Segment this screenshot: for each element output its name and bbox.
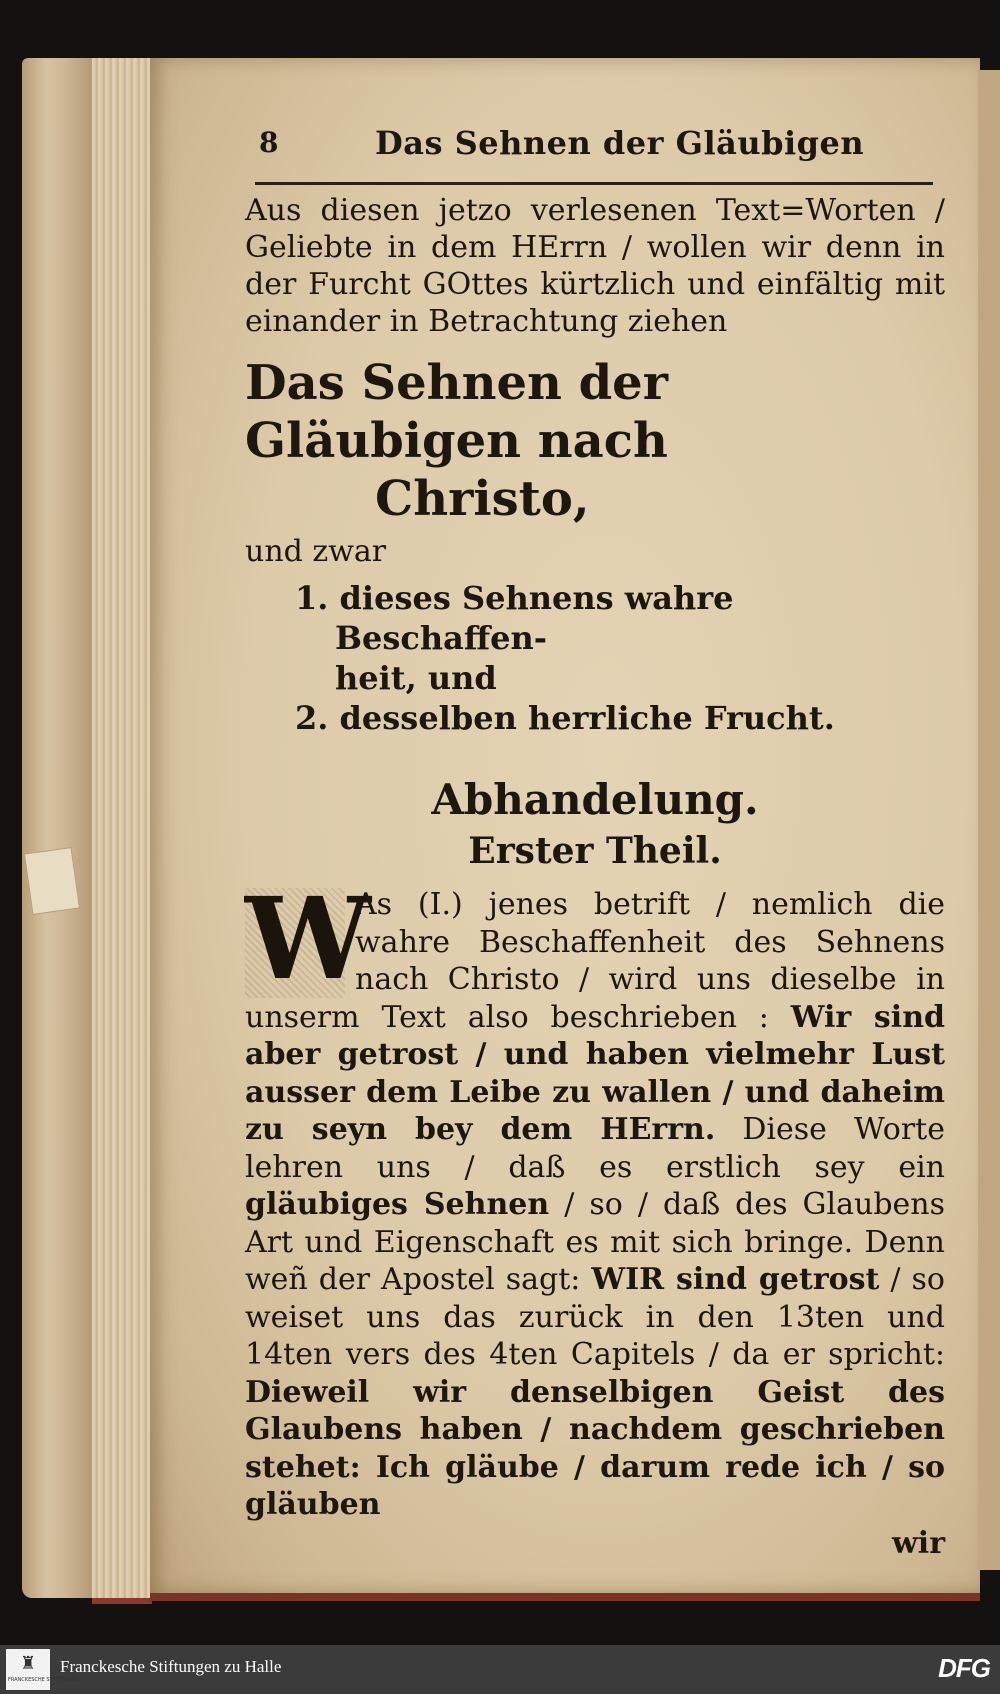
body-bold-2: gläubiges Sehnen bbox=[245, 1187, 550, 1222]
list-text-cont: heit, und bbox=[335, 659, 497, 697]
dfg-logo[interactable]: DFG bbox=[938, 1653, 990, 1683]
page-content bbox=[245, 118, 945, 1564]
body-text-2: Diese Worte lehren uns / daß es erstlich sey ein bbox=[245, 1112, 945, 1185]
body-text-1: As (I.) jenes betrift / nemlich die wahre Beschaffenheit des Sehnens nach Christo / wird uns dieselbe in unserm Text also beschrieben : bbox=[245, 887, 945, 1035]
list-text: desselben herrliche Frucht. bbox=[339, 699, 835, 737]
list-text: dieses Sehnens wahre Beschaffen- bbox=[335, 579, 734, 657]
intro-paragraph: Aus diesen jetzo verlesenen Text=Worten / Geliebte in dem HErrn / wollen wir denn in der Furcht GOttes kürtzlich und einfältig mit einander in Betrachtung ziehen bbox=[245, 193, 945, 339]
catchword: wir bbox=[891, 1525, 945, 1561]
page-stack-edge bbox=[92, 58, 152, 1604]
main-title-line-2: Christo, bbox=[375, 471, 590, 527]
institution-name[interactable]: Franckesche Stiftungen zu Halle bbox=[60, 1657, 282, 1676]
list-number: 2. bbox=[295, 699, 329, 737]
viewer-footer bbox=[0, 1645, 1000, 1694]
body-bold-4: Dieweil wir denselbigen Geist des Glaubens haben / nachdem geschrieben stehet: Ich gläube / darum rede ich / so gläuben bbox=[245, 1374, 945, 1522]
facing-page-edge bbox=[978, 70, 1000, 1570]
logo-text: FRANCKESCHE STIFTUNGEN bbox=[8, 1677, 79, 1683]
list-item bbox=[295, 698, 945, 738]
drop-cap: W bbox=[245, 874, 371, 1005]
division-list bbox=[245, 578, 945, 738]
paper-tab bbox=[24, 847, 80, 915]
body-bold-3: WIR sind getrost bbox=[591, 1262, 880, 1297]
logo-icon: ♜ bbox=[20, 1653, 37, 1674]
header-rule bbox=[255, 182, 933, 185]
list-item-continuation bbox=[245, 658, 945, 698]
body-text-3: / so / daß des Glaubens Art und Eigenschaft es mit sich bringe. Denn weñ der Apostel sagt: bbox=[245, 1187, 945, 1297]
list-item bbox=[295, 578, 945, 658]
body-text-4: / so weiset uns das zurück in den 13ten und 14ten vers des 4ten Capitels / da er spricht: bbox=[245, 1262, 945, 1372]
part-title: Erster Theil. bbox=[468, 830, 722, 872]
body-bold-1: Wir sind aber getrost / und haben vielmehr Lust ausser dem Leibe zu wallen / und daheim zu seyn bey dem HErrn. bbox=[245, 999, 945, 1147]
page-header bbox=[245, 118, 945, 170]
list-number: 1. bbox=[295, 579, 329, 617]
and-line: und zwar bbox=[245, 534, 387, 569]
main-title-line-1: Das Sehnen der Gläubigen nach bbox=[245, 355, 668, 469]
body-paragraph bbox=[245, 874, 945, 1524]
running-head: Das Sehnen der Gläubigen bbox=[375, 124, 865, 162]
book-spine-edge bbox=[22, 58, 102, 1598]
section-title: Abhandelung. bbox=[431, 775, 759, 824]
institution-logo[interactable] bbox=[6, 1649, 79, 1690]
page-number: 8 bbox=[259, 126, 279, 159]
